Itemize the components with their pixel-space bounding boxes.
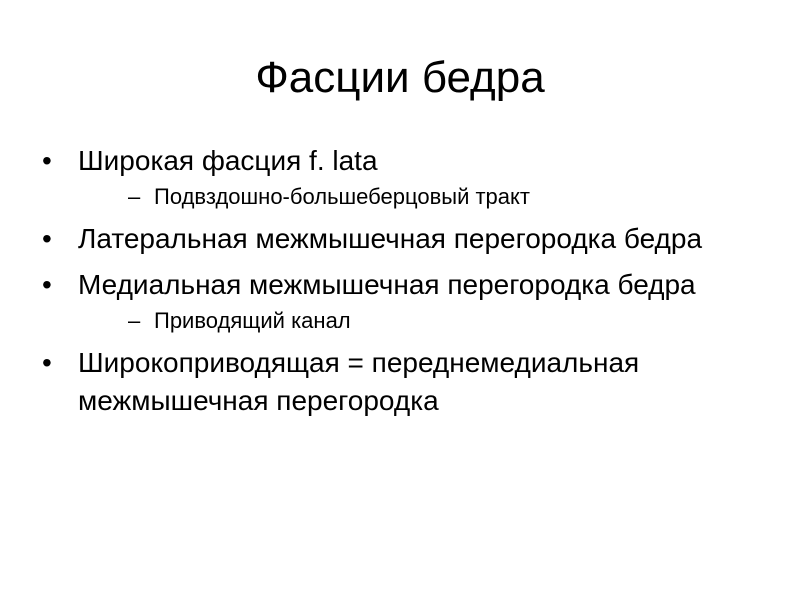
bullet-icon: • (42, 145, 52, 176)
list-item-vastoadductor-septum (40, 344, 740, 420)
list-item-fascia-lata (40, 142, 740, 212)
sub-item-text: Подвздошно-большеберцовый тракт (154, 184, 530, 209)
list-item-text: Широкая фасция f. lata (78, 145, 378, 176)
bullet-icon: • (42, 347, 52, 378)
sub-list (78, 182, 740, 212)
list-item-text: Латеральная межмышечная перегородка бедра (78, 223, 703, 254)
sub-item-text: Приводящий канал (154, 308, 351, 333)
dash-icon: – (128, 308, 141, 333)
bullet-icon: • (42, 269, 52, 300)
list-item-lateral-septum (40, 220, 740, 258)
sub-item-iliotibial-tract (116, 182, 740, 212)
list-item-medial-septum (40, 266, 740, 336)
dash-icon: – (128, 184, 141, 209)
bullet-icon: • (42, 223, 52, 254)
list-item-text: Широкоприводящая = переднемедиальная межмышечная перегородка (78, 347, 640, 416)
sub-list (78, 306, 740, 336)
bullet-list (40, 142, 740, 428)
list-item-text: Медиальная межмышечная перегородка бедра (78, 269, 696, 300)
sub-item-adductor-canal (116, 306, 740, 336)
slide-title: Фасции бедра (255, 53, 545, 102)
